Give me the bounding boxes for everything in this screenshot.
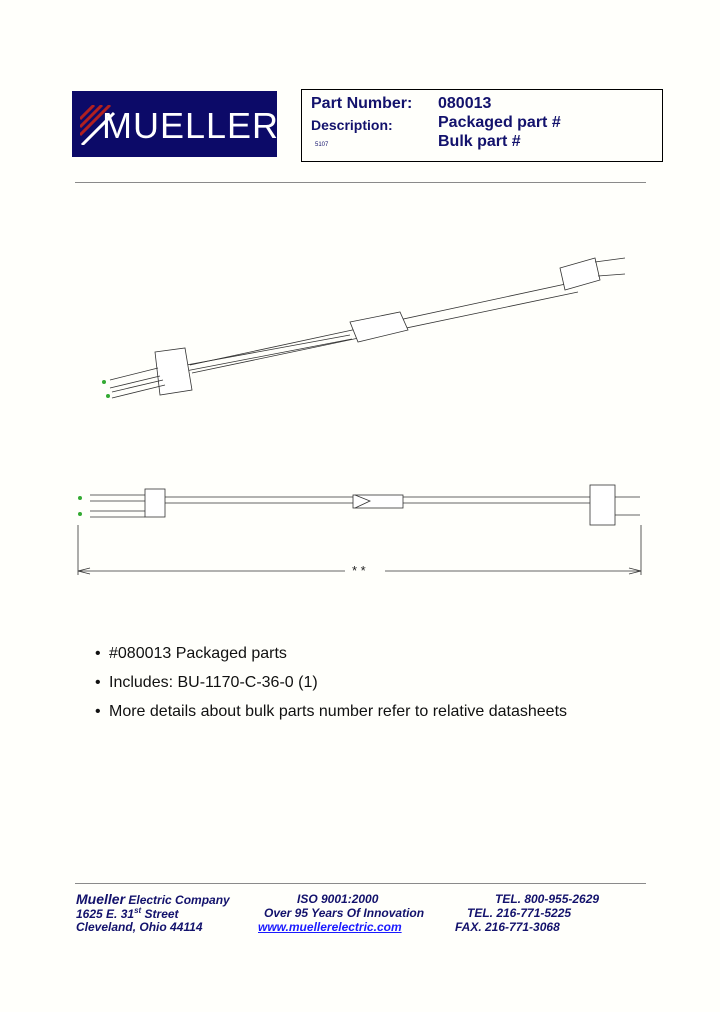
part-number-value: 080013: [438, 95, 492, 112]
footer-tel1: TEL. 800-955-2629: [495, 892, 600, 906]
company-suffix: Electric Company: [128, 893, 230, 907]
feature-list: [95, 645, 567, 732]
street-number: 1625 E. 31: [76, 907, 135, 921]
company-name: Mueller: [76, 891, 126, 907]
part-info-box: [301, 89, 663, 162]
street-name: Street: [144, 907, 179, 921]
footer-fax: FAX. 216-771-3068: [455, 920, 560, 934]
footer-years: Over 95 Years Of Innovation: [264, 906, 425, 920]
website-link[interactable]: www.muellerelectric.com: [258, 920, 402, 934]
footer-address2: Cleveland, Ohio 44114: [76, 920, 203, 934]
list-item-text: Includes: BU-1170-C-36-0 (1): [109, 674, 318, 691]
logo-text: MUELLER: [102, 105, 280, 146]
small-code: 5107: [315, 142, 329, 148]
list-item-text: #080013 Packaged parts: [109, 645, 287, 662]
header-divider: [75, 182, 646, 183]
footer-tel2: TEL. 216-771-5225: [467, 906, 572, 920]
footer-company: [76, 891, 230, 907]
part-number-label: Part Number:: [311, 95, 413, 112]
list-item: • More details about bulk parts number refer to relative datasheets: [95, 703, 568, 720]
list-item: • #080013 Packaged parts: [95, 645, 287, 662]
footer-divider: [75, 883, 646, 884]
cable-isometric-drawing: [0, 240, 720, 420]
mueller-logo: [72, 91, 280, 157]
footer-iso: ISO 9001:2000: [297, 892, 379, 906]
street-suffix: st: [134, 906, 142, 915]
description-label: Description:: [311, 117, 393, 133]
footer-address1: [76, 906, 179, 921]
description-packaged: Packaged part #: [438, 114, 561, 131]
list-item-text: More details about bulk parts number refer to relative datasheets: [109, 703, 568, 720]
list-item: • Includes: BU-1170-C-36-0 (1): [95, 674, 318, 691]
dimension-label: * *: [352, 563, 366, 578]
description-bulk: Bulk part #: [438, 133, 521, 150]
